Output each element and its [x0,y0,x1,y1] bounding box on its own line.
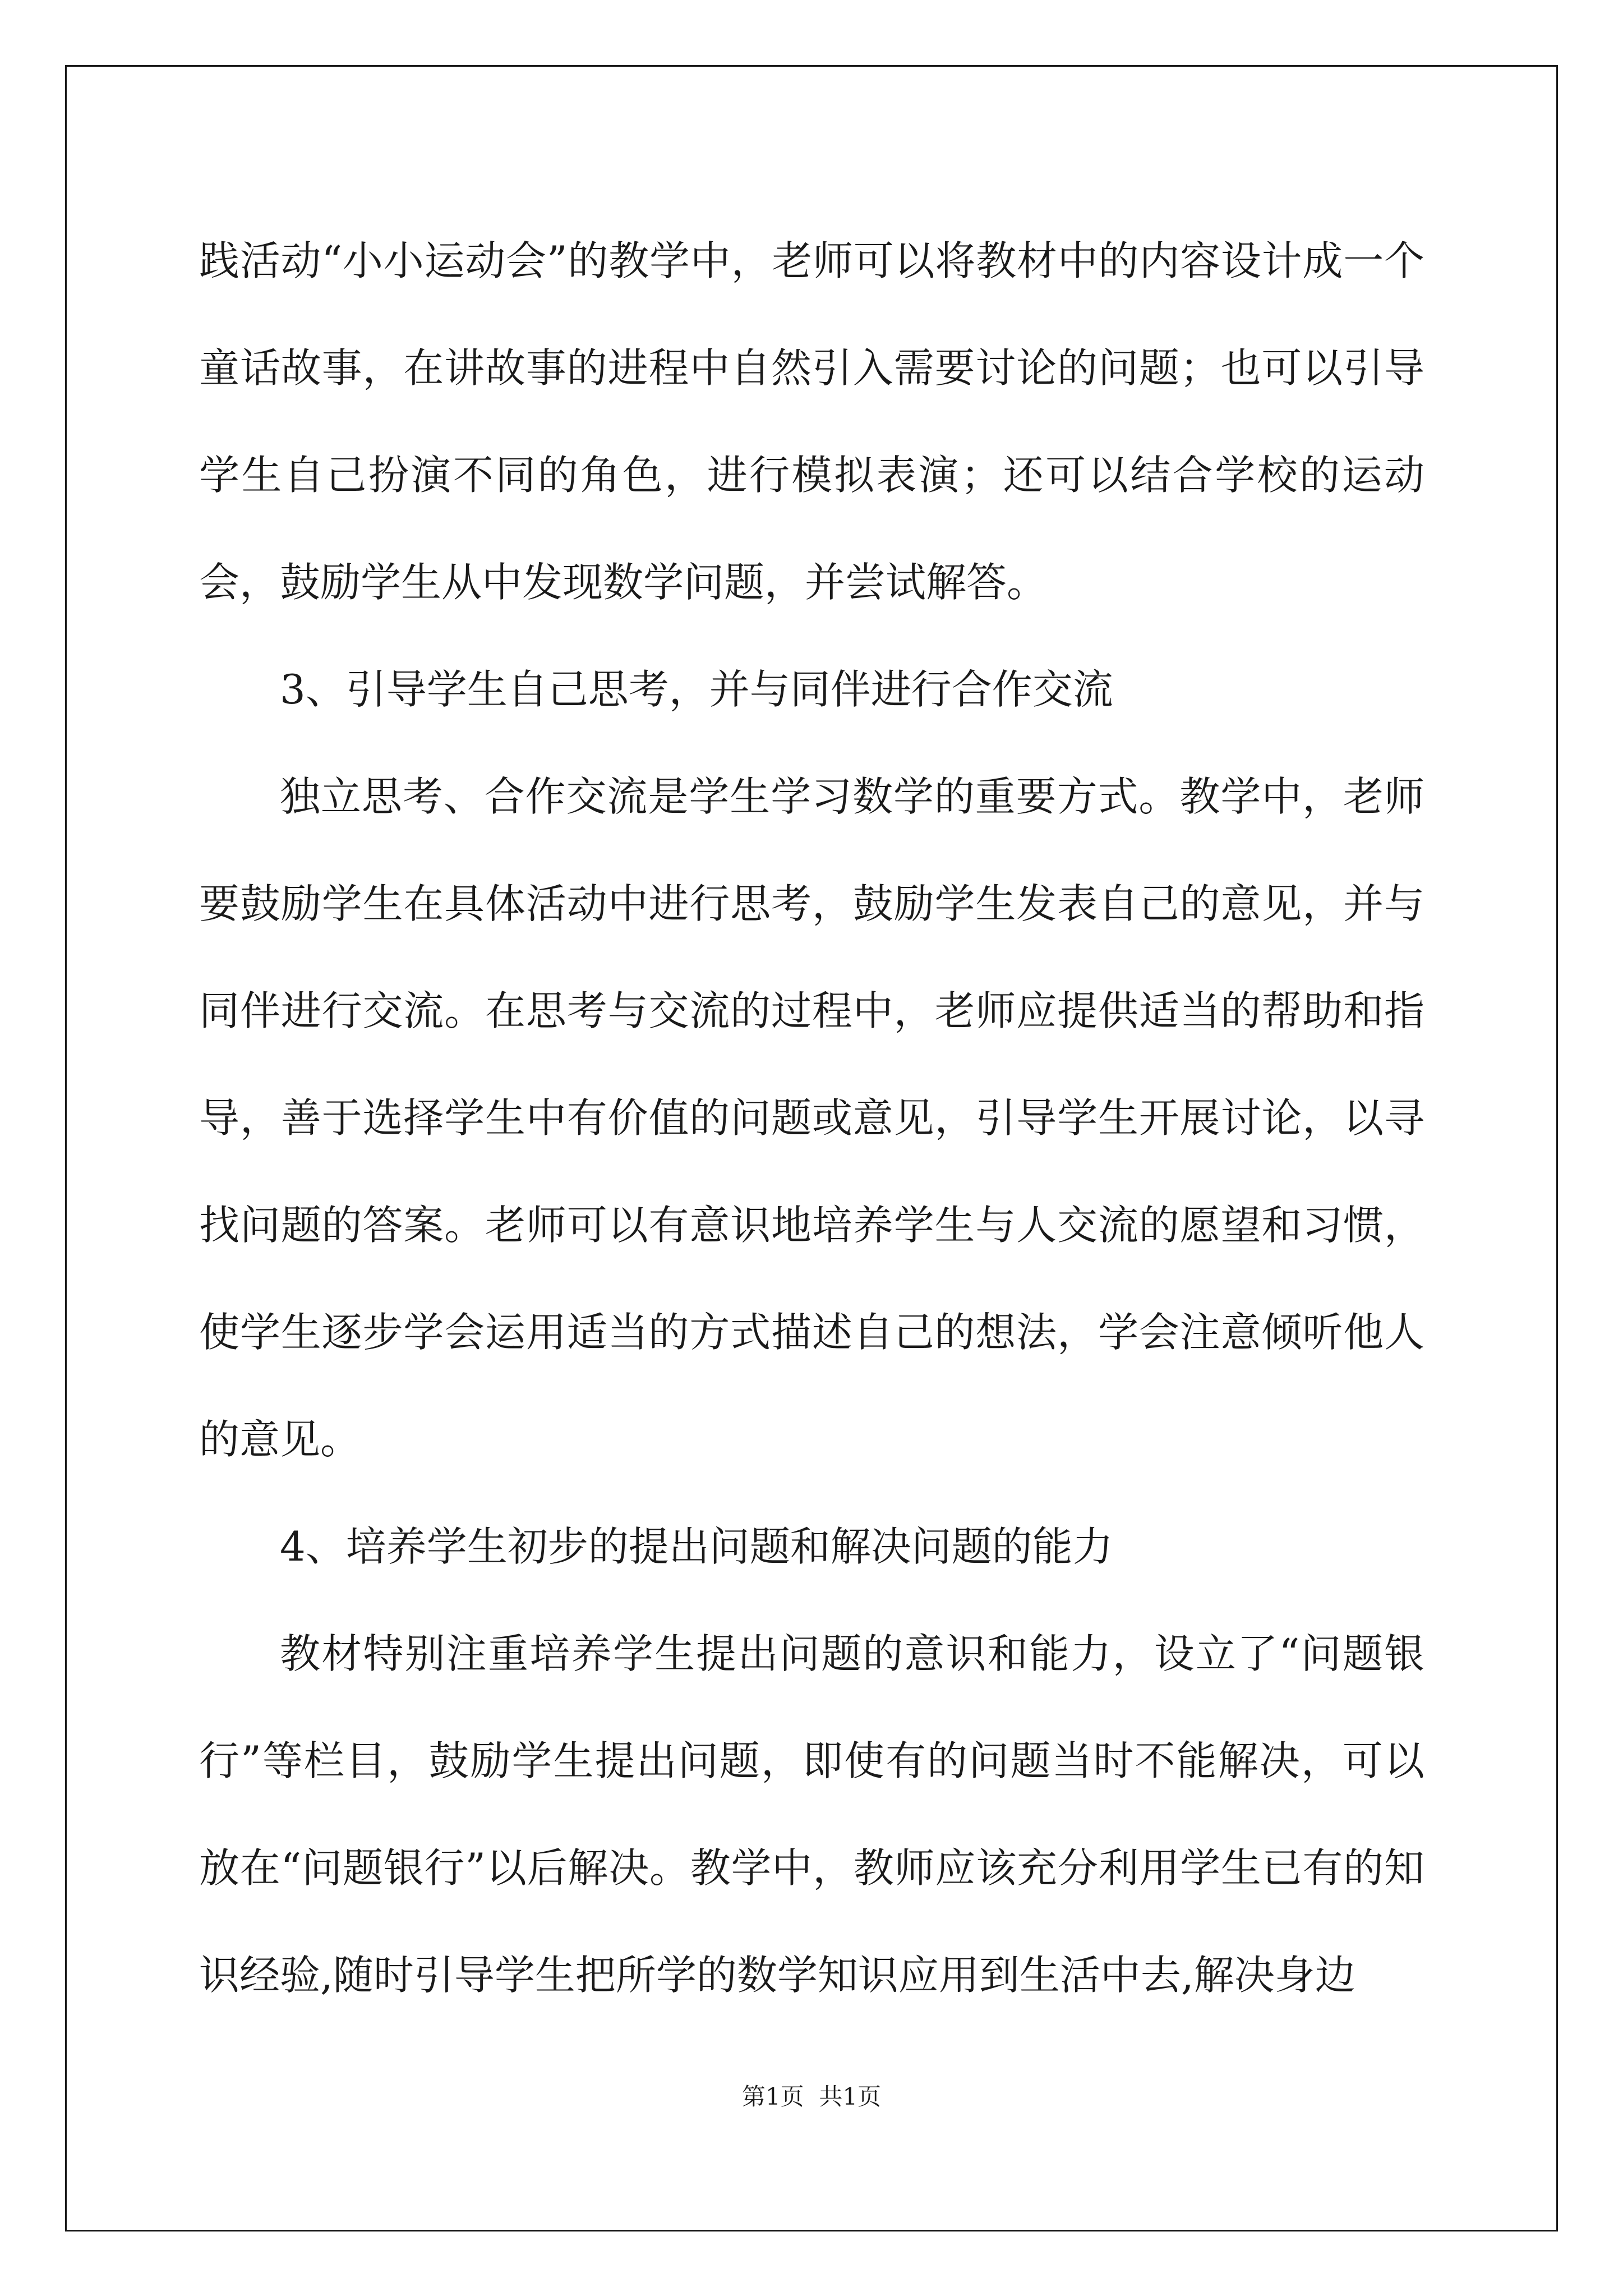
document-body [199,208,1424,2029]
section-heading-4: 4、培养学生初步的提出问题和解决问题的能力 [280,1523,1113,1570]
paragraph-2: 独立思考、合作交流是学生学习数学的重要方式。教学中，老师要鼓励学生在具体活动中进行思考，鼓励学生发表自己的意见，并与同伴进行交流。在思考与交流的过程中，老师应提供适当的帮助和指导，善于选择学生中有价值的问题或意见，引导学生开展讨论，以寻找问题的答案。老师可以有意识地培养学生与人交流的愿望和习惯，使学生逐步学会运用适当的方式描述自己的想法，学会注意倾听他人的意见。 [199,773,1424,1463]
paragraph-1: 践活动“小小运动会”的教学中，老师可以将教材中的内容设计成一个童话故事，在讲故事的进程中自然引入需要讨论的问题；也可以引导学生自己扮演不同的角色，进行模拟表演；还可以结合学校的运动会，鼓励学生从中发现数学问题，并尝试解答。 [199,237,1424,606]
paragraph-3: 教材特别注重培养学生提出问题的意识和能力，设立了“问题银行”等栏目，鼓励学生提出问题，即使有的问题当时不能解决，可以放在“问题银行”以后解决。教学中，教师应该充分利用学生已有的知识经验,随时引导学生把所学的数学知识应用到生活中去,解决身边 [199,1630,1424,1999]
section-heading-3: 3、引导学生自己思考，并与同伴进行合作交流 [280,666,1113,713]
page-footer: 第1页 共1页 [741,2083,882,2110]
